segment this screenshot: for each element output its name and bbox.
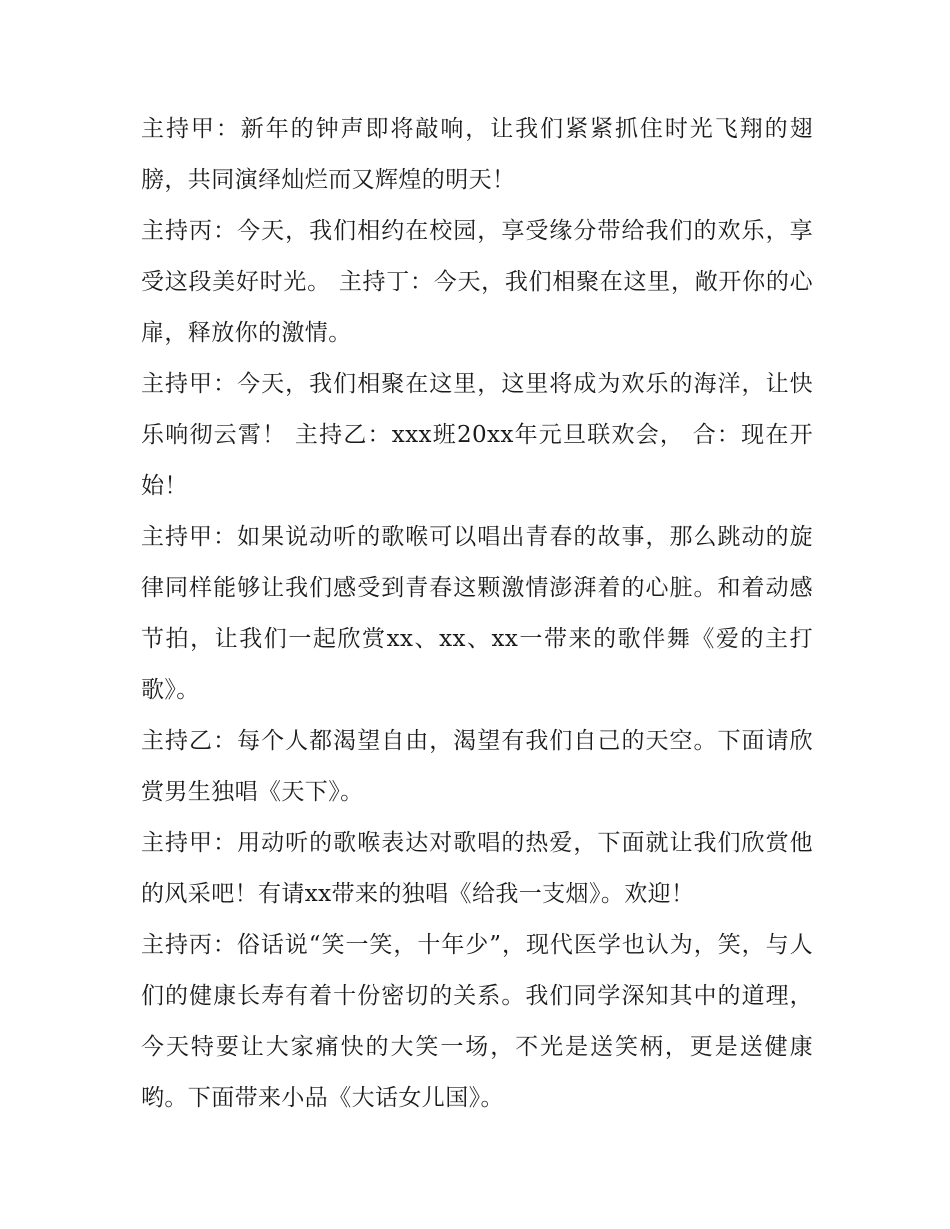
paragraph-solo-intro: 主持甲：用动听的歌喉表达对歌唱的热爱，下面就让我们欣赏他的风采吧！有请xx带来的独唱《给我一支烟》。欢迎！ xyxy=(141,830,813,907)
paragraph-host-jia-yi-start: 主持甲：今天，我们相聚在这里，这里将成为欢乐的海洋，让快乐响彻云霄！ 主持乙：xxx班20xx年元旦联欢会， 合：现在开始！ xyxy=(141,371,813,499)
paragraph-sketch-intro: 主持丙：俗话说“笑一笑，十年少”，现代医学也认为，笑，与人们的健康长寿有着十份密切的关系。我们同学深知其中的道理，今天特要让大家痛快的大笑一场，不光是送笑柄，更是送健康哟。下面带来小品《大话女儿国》。 xyxy=(141,932,813,1111)
paragraph-male-solo-intro: 主持乙：每个人都渴望自由，渴望有我们自己的天空。下面请欣赏男生独唱《天下》。 xyxy=(141,728,813,805)
document-body xyxy=(141,104,813,1124)
paragraph-host-jia-opening: 主持甲：新年的钟声即将敲响，让我们紧紧抓住时光飞翔的翅膀，共同演绎灿烂而又辉煌的明天！ xyxy=(141,116,813,193)
paragraph-song-dance-intro: 主持甲：如果说动听的歌喉可以唱出青春的故事，那么跳动的旋律同样能够让我们感受到青春这颗激情澎湃着的心脏。和着动感节拍，让我们一起欣赏xx、xx、xx一带来的歌伴舞《爱的主打歌》。 xyxy=(141,524,813,703)
paragraph-host-bing-ding: 主持丙：今天，我们相约在校园，享受缘分带给我们的欢乐，享受这段美好时光。 主持丁：今天，我们相聚在这里，敞开你的心扉，释放你的激情。 xyxy=(141,218,813,346)
